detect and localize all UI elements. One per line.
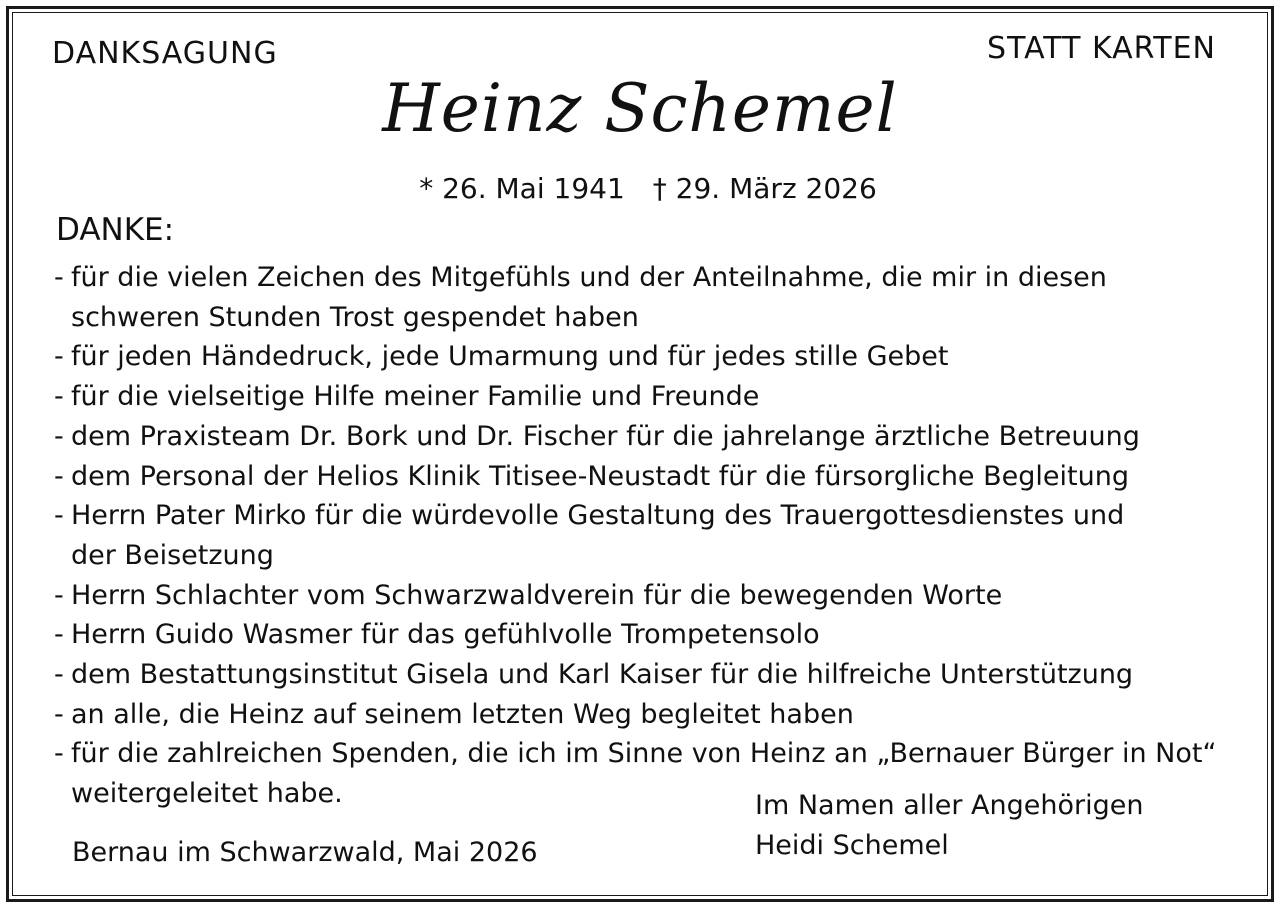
list-dash: -: [54, 738, 64, 770]
list-item: [54, 457, 1244, 497]
list-item: [54, 576, 1244, 616]
list-dash: -: [54, 579, 64, 611]
list-item-text: für die vielen Zeichen des Mitgefühls und der Anteilnahme, die mir in diesen schweren Stunden Trost gespendet haben: [71, 262, 1107, 333]
danksagung-label: DANKSAGUNG: [52, 36, 278, 71]
list-dash: -: [54, 659, 64, 691]
signature-line-relatives: Im Namen aller Angehörigen: [755, 790, 1144, 821]
list-item: [54, 377, 1244, 417]
list-item: [54, 615, 1244, 655]
list-item-text: für jeden Händedruck, jede Umarmung und für jedes stille Gebet: [71, 341, 949, 373]
list-dash: -: [54, 500, 64, 532]
birth-date: * 26. Mai 1941: [419, 172, 625, 205]
list-dash: -: [54, 619, 64, 651]
list-item-text: dem Praxisteam Dr. Bork und Dr. Fischer für die jahrelange ärztliche Betreuung: [71, 420, 1140, 452]
life-dates: [0, 172, 1280, 205]
death-date: † 29. März 2026: [652, 172, 877, 205]
list-item-text: dem Personal der Helios Klinik Titisee-Neustadt für die fürsorgliche Begleitung: [71, 460, 1129, 492]
deceased-name: Heinz Schemel: [382, 70, 898, 147]
list-dash: -: [54, 460, 64, 492]
thanks-list: [54, 258, 1244, 814]
list-item-text: für die zahlreichen Spenden, die ich im Sinne von Heinz an „Bernauer Bürger in Not“ weitergeleitet habe.: [71, 738, 1217, 810]
list-dash: -: [54, 262, 64, 293]
statt-karten-label: STATT KARTEN: [987, 31, 1216, 66]
list-item: [54, 417, 1244, 457]
list-dash: -: [54, 341, 64, 373]
list-item: [54, 695, 1244, 735]
list-item-text: für die vielseitige Hilfe meiner Familie und Freunde: [71, 381, 760, 413]
list-item-text: Herrn Guido Wasmer für das gefühlvolle Trompetensolo: [71, 619, 820, 651]
list-item-text: an alle, die Heinz auf seinem letzten Weg begleitet haben: [71, 698, 854, 730]
signature-line-name: Heidi Schemel: [755, 830, 949, 861]
list-item-text: Herrn Schlachter vom Schwarzwaldverein für die bewegenden Worte: [71, 579, 1003, 611]
place-and-date: Bernau im Schwarzwald, Mai 2026: [72, 837, 538, 868]
list-dash: -: [54, 420, 64, 452]
signature-block: [755, 786, 1143, 866]
list-item: [54, 496, 1244, 575]
thanks-heading: DANKE:: [56, 212, 175, 248]
list-item-text: Herrn Pater Mirko für die würdevolle Gestaltung des Trauergottesdienstes und der Beisetzung: [71, 500, 1125, 571]
list-dash: -: [54, 698, 64, 730]
list-item: [54, 337, 1244, 377]
list-item-text: dem Bestattungsinstitut Gisela und Karl Kaiser für die hilfreiche Unterstützung: [71, 659, 1134, 691]
list-item: [54, 655, 1244, 695]
list-item: [54, 258, 1244, 337]
list-dash: -: [54, 381, 64, 413]
